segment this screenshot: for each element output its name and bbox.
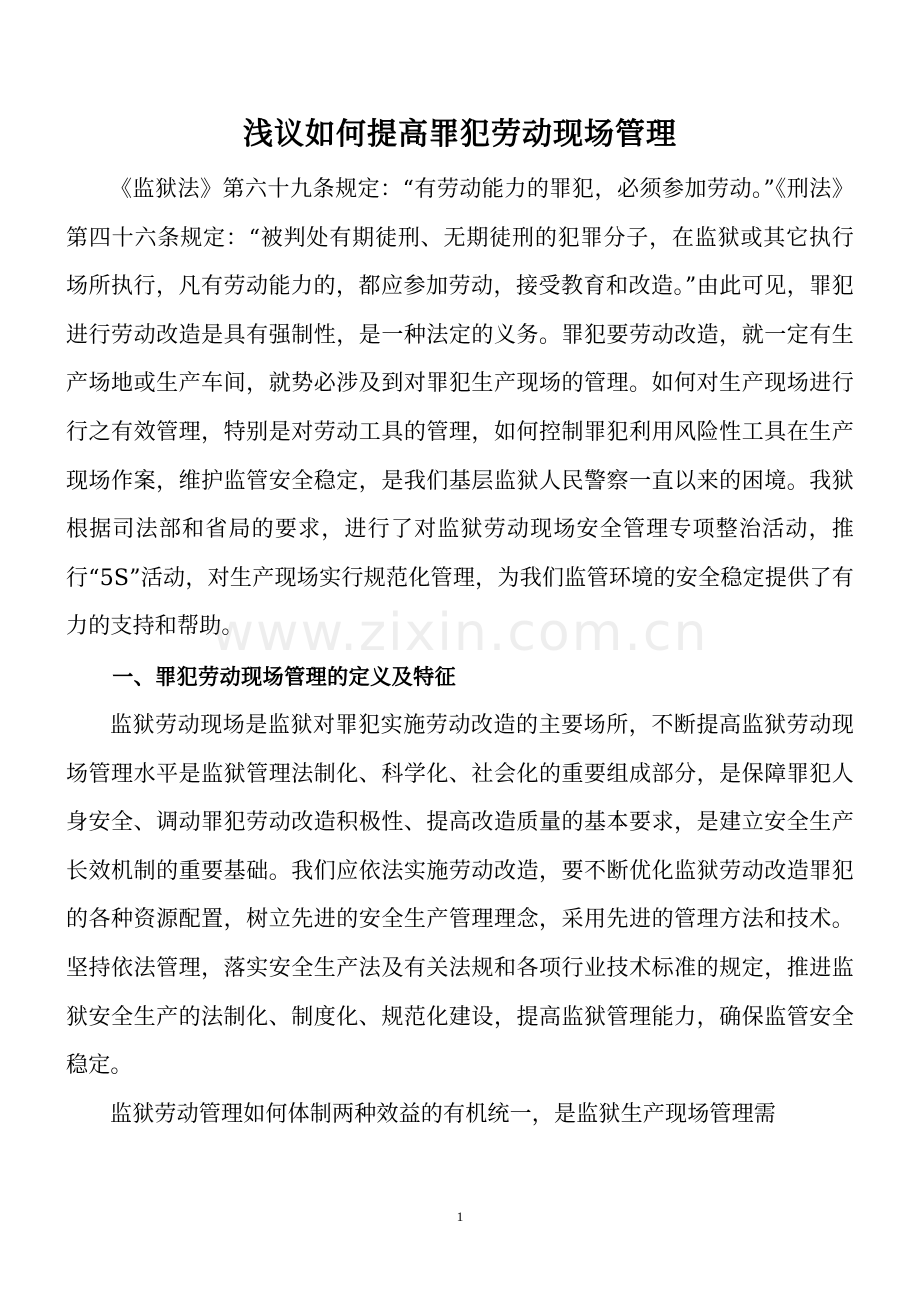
page-number: 1 [456,1209,464,1224]
paragraph-intro: 《监狱法》第六十九条规定：“有劳动能力的罪犯，必须参加劳动。”《刑法》第四十六条规定：“被判处有期徒刑、无期徒刑的犯罪分子，在监狱或其它执行场所执行，凡有劳动能力的，都应参加劳动，接受教育和改造。”由此可见，罪犯进行劳动改造是具有强制性，是一种法定的义务。罪犯要劳动改造，就一定有生产场地或生产车间，就势必涉及到对罪犯生产现场的管理。如何对生产现场进行行之有效管理，特别是对劳动工具的管理，如何控制罪犯利用风险性工具在生产现场作案，维护监管安全稳定，是我们基层监狱人民警察一直以来的困境。我狱根据司法部和省局的要求，进行了对监狱劳动现场安全管理专项整治活动，推行“5S”活动，对生产现场实行规范化管理，为我们监管环境的安全稳定提供了有力的支持和帮助。 [66,177,854,640]
paragraph-section-1: 监狱劳动现场是监狱对罪犯实施劳动改造的主要场所，不断提高监狱劳动现场管理水平是监狱管理法制化、科学化、社会化的重要组成部分，是保障罪犯人身安全、调动罪犯劳动改造积极性、提高改造质量的基本要求，是建立安全生产长效机制的重要基础。我们应依法实施劳动改造，要不断优化监狱劳动改造罪犯的各种资源配置，树立先进的安全生产管理理念，采用先进的管理方法和技术。坚持依法管理，落实安全生产法及有关法规和各项行业技术标准的规定，推进监狱安全生产的法制化、制度化、规范化建设，提高监狱管理能力，确保监管安全稳定。 [66,712,854,1079]
document-title: 浅议如何提高罪犯劳动现场管理 [243,117,677,152]
paragraph-continued: 监狱劳动管理如何体制两种效益的有机统一，是监狱生产现场管理需 [110,1101,777,1127]
document-body [66,166,854,1139]
watermark: www.zixin.com.cn [211,603,709,663]
section-heading-1: 一、罪犯劳动现场管理的定义及特征 [112,664,457,689]
